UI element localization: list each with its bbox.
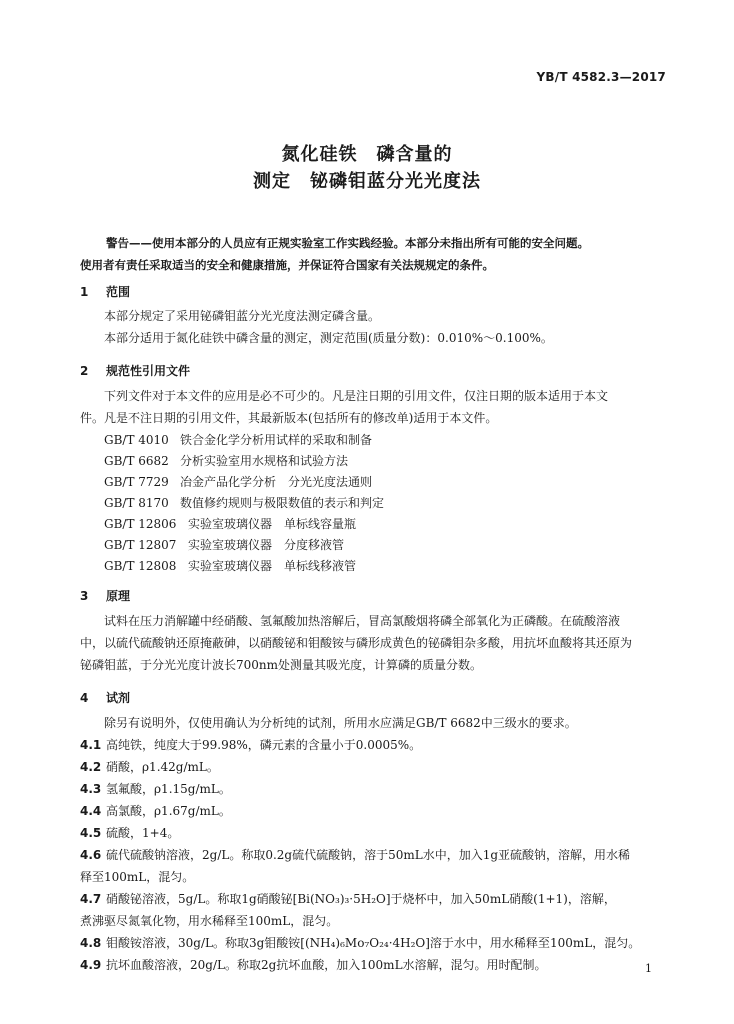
reagent-text: 硫酸，1+4。	[106, 826, 180, 840]
reference-title: 实验室玻璃仪器 分度移液管	[188, 538, 345, 552]
reference-code: GB/T 12808	[104, 559, 177, 573]
references-intro	[80, 385, 662, 429]
reagent-number: 4.3	[80, 782, 102, 796]
reference-code: GB/T 8170	[104, 496, 169, 510]
reagent-item	[80, 734, 662, 756]
reagent-item	[80, 888, 662, 932]
document-code: YB/T 4582.3—2017	[536, 70, 666, 84]
reference-title: 实验室玻璃仪器 单标线容量瓶	[188, 517, 357, 531]
section-title: 范围	[106, 285, 131, 299]
reagent-number: 4.4	[80, 804, 102, 818]
principle-line-3: 铋磷钼蓝，于分光光度计波长700nm处测量其吸光度，计算磷的质量分数。	[80, 658, 483, 672]
reagent-text: 硝酸铋溶液，5g/L。称取1g硝酸铋[Bi(NO₃)₃·5H₂O]于烧杯中，加入50mL硝酸(1+1)，溶解，	[106, 892, 616, 906]
section-number: 4	[80, 691, 89, 705]
reference-code: GB/T 12807	[104, 538, 177, 552]
reagent-text-continued: 煮沸驱尽氮氧化物，用水稀释至100mL，混匀。	[80, 914, 339, 928]
section-title: 试剂	[106, 691, 131, 705]
principle-line-2: 中，以硫代硫酸钠还原掩蔽砷，以硝酸铋和钼酸铵与磷形成黄色的铋磷钼杂多酸，用抗坏血酸将其还原为	[80, 636, 633, 650]
reagent-text: 硫代硫酸钠溶液，2g/L。称取0.2g硫代硫酸钠，溶于50mL水中，加入1g亚硫酸钠，溶解，用水稀	[106, 848, 631, 862]
reagent-item	[80, 756, 662, 778]
section-number: 1	[80, 285, 89, 299]
reagent-item	[80, 778, 662, 800]
principle-paragraph	[80, 610, 662, 676]
reference-code: GB/T 7729	[104, 475, 169, 489]
section-title: 规范性引用文件	[106, 364, 191, 378]
reagent-text: 硝酸，ρ1.42g/mL。	[106, 760, 219, 774]
reagent-item	[80, 954, 662, 976]
reagent-item	[80, 822, 662, 844]
section-heading-reagents	[80, 689, 130, 706]
reference-title: 冶金产品化学分析 分光光度法通则	[180, 475, 373, 489]
section-heading-scope	[80, 283, 130, 300]
reference-title: 数值修约规则与极限数值的表示和判定	[180, 496, 385, 510]
reagent-number: 4.2	[80, 760, 102, 774]
reagents-intro	[80, 712, 662, 734]
references-intro-line-2: 件。凡是不注日期的引用文件，其最新版本(包括所有的修改单)适用于本文件。	[80, 411, 498, 425]
reagent-text: 高氯酸，ρ1.67g/mL。	[106, 804, 231, 818]
section-number: 2	[80, 364, 89, 378]
reagent-text: 氢氟酸，ρ1.15g/mL。	[106, 782, 231, 796]
reagent-text: 高纯铁，纯度大于99.98%，磷元素的含量小于0.0005%。	[106, 738, 422, 752]
reference-title: 铁合金化学分析用试样的采取和制备	[180, 433, 373, 447]
scope-line-2: 本部分适用于氮化硅铁中磷含量的测定，测定范围(质量分数)：0.010%～0.100%。	[104, 331, 553, 345]
reference-item	[104, 452, 348, 469]
title-line-1: 氮化硅铁 磷含量的	[281, 144, 453, 165]
section-title: 原理	[106, 589, 131, 603]
reagent-item	[80, 844, 662, 888]
reagent-number: 4.6	[80, 848, 102, 862]
reagent-text: 抗坏血酸溶液，20g/L。称取2g抗坏血酸，加入100mL水溶解，混匀。用时配制。	[106, 958, 547, 972]
warning-line-1: 警告——使用本部分的人员应有正规实验室工作实践经验。本部分未指出所有可能的安全问题。	[106, 236, 589, 250]
reference-item	[104, 473, 372, 490]
section-heading-references	[80, 362, 190, 379]
reference-item	[104, 515, 356, 532]
reagent-number: 4.9	[80, 958, 102, 972]
reagent-number: 4.8	[80, 936, 102, 950]
reference-title: 分析实验室用水规格和试验方法	[180, 454, 349, 468]
reference-item	[104, 536, 344, 553]
reference-item	[104, 494, 384, 511]
principle-line-1: 试料在压力消解罐中经硝酸、氢氟酸加热溶解后，冒高氯酸烟将磷全部氧化为正磷酸。在硫酸溶液	[104, 614, 621, 628]
reagent-item	[80, 932, 662, 954]
references-intro-line-1: 下列文件对于本文件的应用是必不可少的。凡是注日期的引用文件，仅注日期的版本适用于本文	[104, 389, 609, 403]
reference-item	[104, 557, 356, 574]
reference-item	[104, 431, 372, 448]
title-line-2: 测定 铋磷钼蓝分光光度法	[253, 171, 481, 192]
scope-line-1: 本部分规定了采用铋磷钼蓝分光光度法测定磷含量。	[104, 309, 381, 323]
page-number: 1	[645, 962, 652, 975]
reagent-text-continued: 释至100mL，混匀。	[80, 870, 195, 884]
reference-code: GB/T 12806	[104, 517, 177, 531]
section-number: 3	[80, 589, 89, 603]
reagent-number: 4.5	[80, 826, 102, 840]
warning-line-2: 使用者有责任采取适当的安全和健康措施，并保证符合国家有关法规规定的条件。	[80, 258, 494, 272]
reagent-item	[80, 800, 662, 822]
reagent-number: 4.1	[80, 738, 102, 752]
reference-code: GB/T 6682	[104, 454, 169, 468]
reagent-number: 4.7	[80, 892, 102, 906]
reagent-text: 钼酸铵溶液，30g/L。称取3g钼酸铵[(NH₄)₆Mo₇O₂₄·4H₂O]溶于水中，用水稀释至100mL，混匀。	[106, 936, 641, 950]
section-heading-principle	[80, 587, 130, 604]
scope-paragraphs	[80, 305, 662, 349]
warning-block	[80, 232, 662, 276]
reference-title: 实验室玻璃仪器 单标线移液管	[188, 559, 357, 573]
reagents-intro-line: 除另有说明外，仅使用确认为分析纯的试剂，所用水应满足GB/T 6682中三级水的要求。	[104, 716, 577, 730]
reference-code: GB/T 4010	[104, 433, 169, 447]
